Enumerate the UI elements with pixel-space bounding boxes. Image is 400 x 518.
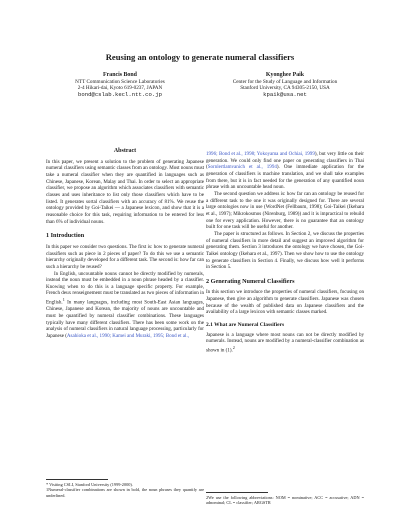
subsection-heading-what-are: 2.1 What are Numeral Classifiers	[206, 322, 285, 329]
author-address: Stanford University, CA 94305-2150, USA	[240, 85, 330, 92]
intro-paragraph-2	[46, 271, 204, 340]
intro-paragraph-3: The second question we address is: how far can an ontology be reused for a different task to the one it was originally designed for. There are several large ontologies now in use (WordNet (Fellbaum, 1998); Goi-Taikei (Ikehara et al., 1997); Mikrokosmos (Nirenburg, 1989)) and it is impractical to rebuild one for every application. However, there is no guarantee that an ontology built for one task will be useful for another.	[206, 190, 364, 231]
intro-paragraph-4: The paper is structured as follows. In Section 2, we discuss the properties of numeral classifiers in more detail and suggest an improved algorithm for generating them. Section 3 introduces the ontology we have chosen, the Goi-Taikei ontology (Ikehara et al., 1997). Then we show how to use the ontology to generate classifiers in Section 4. Finally, we discuss how well it performs in Section 5.	[206, 230, 364, 271]
intro-paragraph-1: In this paper we consider two questions. The first is: how to generate numeral classifiers such as piece in 2 pieces of paper? To do this we use a semantic hierarchy originally developed for a different task. The second is: how far can such a hierarchy be reused?	[46, 243, 204, 270]
intro-paragraph-2b: In many languages, including most South-East Asian languages, Chinese, Japanese and Korean, the majority of nouns are uncountable and must be quantified by numeral classifier combinations. These languages typically have many different classifiers. There has been some work on the analysis of numeral classifiers in natural language processing, particularly for Japanese (	[46, 299, 204, 340]
author-block-1	[40, 72, 200, 98]
abstract-text: In this paper, we present a solution to the problem of generating Japanese numeral classifiers using semantic classes from an ontology. Most nouns must take a numeral classifier when they are quantified in languages such as Chinese, Japanese, Korean, Malay and Thai. In order to select an appropriate classifier, we propose an algorithm which associates classifiers with semantic classes and uses inheritance to list only those classifiers which have to be listed. It generates sortal classifiers with an accuracy of 81%. We reuse the ontology provided by Goi-Taikei — a Japanese lexicon, and show that it is a reasonable choice for this task, requiring information to be entered for less than 6% of individual nouns.	[46, 158, 204, 225]
author-email: kpaik@usa.net	[263, 90, 307, 98]
intro-continuation	[206, 151, 364, 191]
citation-link[interactable]: Sornlertlamvanich et al., 1994	[207, 164, 277, 171]
footnote-visiting: * Visiting CSLI, Stanford University (1999-2000).	[46, 482, 133, 487]
left-column	[46, 148, 204, 340]
footnote-rule	[46, 479, 108, 480]
left-footnotes	[46, 479, 204, 498]
author-email: bond@cslab.kecl.ntt.co.jp	[78, 90, 162, 98]
author-name: Francis Bond	[103, 72, 137, 78]
footnote-1: 1Numeral-classifier combinations are shown in bold, the noun phrases they quantify are underlined.	[46, 487, 204, 498]
intro-continuation-text-b: ). One immediate application for the generation of classifiers is machine translation, and we shall take examples from there, but it is in fact needed for the generation of any quantified noun phrase with an uncountable head noun.	[206, 164, 365, 191]
abstract-heading: Abstract	[113, 148, 137, 154]
footnote-rule	[206, 492, 268, 493]
citation-link[interactable]: 1996; Bond et al., 1998; Yokoyama and Ochiai, 1999	[206, 151, 315, 157]
intro-paragraph-2a: In English, uncountable nouns cannot be directly modified by numerals, instead the noun must be embedded in a noun phrase headed by a classifier. Knowing when to do this is a language specific property. For example, French deux renseignement must be translated as two pieces of information in English.	[46, 270, 204, 306]
paper-title: Reusing an ontology to generate numeral classifiers	[105, 52, 295, 62]
intro-continuation-text-a: ), but very little on their generation. We could only find one paper on generating classifiers in Thai (	[206, 151, 364, 171]
author-block-2	[205, 72, 365, 98]
author-affiliation: NTT Communication Science Laboratories	[75, 78, 165, 85]
author-affiliation: Center for the Study of Language and Information	[232, 78, 338, 85]
right-footnotes	[206, 492, 364, 506]
citation-link[interactable]: Asahioka et al., 1990; Kamei and Muraki, 1995; Bond et al.,	[66, 333, 189, 340]
section-heading-introduction: 1 Introduction	[46, 232, 85, 240]
footnote-marker: 1	[62, 297, 65, 303]
author-name: Kyonghee Paik	[265, 72, 305, 78]
right-column	[206, 151, 364, 354]
footnote-2: 2We use the following abbreviations: NOM = nominative; ACC = accusative; ADN = adnominal; CL = classifier; ARGSTR	[206, 495, 364, 506]
author-address: 2-4 Hikari-dai, Kyoto 619-0237, JAPAN	[77, 85, 163, 92]
footnote-marker: 2	[232, 345, 235, 351]
subsection-2-1-text	[206, 332, 364, 355]
section-2-text: In this section we introduce the properties of numeral classifiers, focusing on Japanese, then give an algorithm to generate classifiers. Japanese was chosen because of the wealth of published data on Japanese classifiers and the availability of a large lexicon with semantic classes marked.	[206, 289, 364, 316]
section-heading-generating: 2 Generating Numeral Classifiers	[206, 277, 295, 285]
subsection-2-1-body: Japanese is a language where most nouns can not be directly modified by numerals. Instead, nouns are modified by a numeral-classifier combination as shown in (1).	[206, 331, 364, 354]
